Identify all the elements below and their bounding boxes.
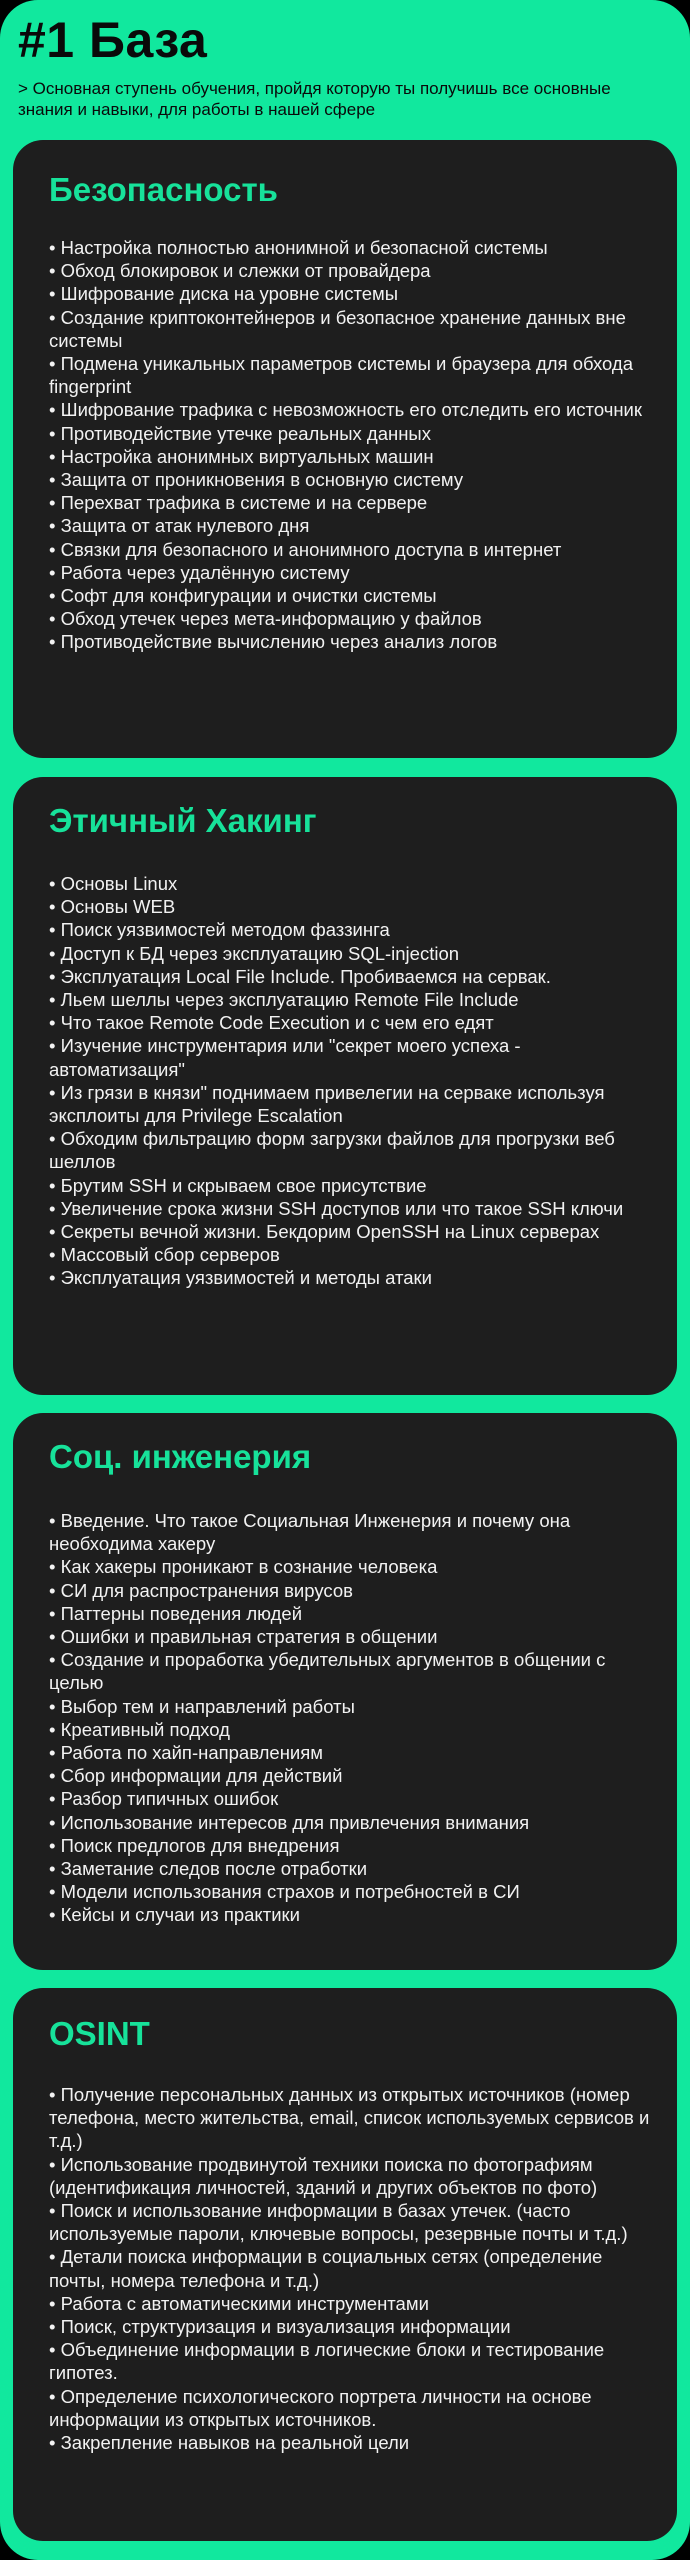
list-item: • Обходим фильтрацию форм загрузки файлов для прогрузки веб шеллов [49,1127,653,1173]
list-item: • Работа по хайп-направлениям [49,1741,653,1764]
list-item: • Изучение инструментария или "секрет моего успеха - автоматизация" [49,1034,653,1080]
section-social-engineering [13,1413,677,1970]
list-item: • Использование продвинутой техники поиска по фотографиям (идентификация личностей, зданий и других объектов по фото) [49,2153,653,2199]
list-item: • Кейсы и случаи из практики [49,1903,653,1926]
list-item: • Из грязи в князи" поднимаем привелегии на серваке используя эксплоиты для Privilege Escalation [49,1081,653,1127]
list-item: • Заметание следов после отработки [49,1857,653,1880]
list-item: • Секреты вечной жизни. Бекдорим OpenSSH на Linux серверах [49,1220,653,1243]
section-ethical-hacking [13,777,677,1395]
list-item: • Защита от атак нулевого дня [49,514,653,537]
list-item: • Основы Linux [49,872,653,895]
list-item: • Настройка анонимных виртуальных машин [49,445,653,468]
list-item: • Модели использования страхов и потребностей в СИ [49,1880,653,1903]
list-item: • Шифрование диска на уровне системы [49,282,653,305]
list-item: • Выбор тем и направлений работы [49,1695,653,1718]
list-item: • Детали поиска информации в социальных сетях (определение почты, номера телефона и т.д.) [49,2245,653,2291]
list-item: • Противодействие вычислению через анализ логов [49,630,653,653]
list-item: • Использование интересов для привлечения внимания [49,1811,653,1834]
section-title-ethical-hacking: Этичный Хакинг [49,802,317,839]
list-item: • Массовый сбор серверов [49,1243,653,1266]
list-item: • Шифрование трафика с невозможность его отследить его источник [49,398,653,421]
page-subtitle: > Основная ступень обучения, пройдя которую ты получишь все основные знания и навыки, для работы в нашей сфере [18,79,611,119]
list-item: • Поиск и использование информации в базах утечек. (часто используемые пароли, ключевые вопросы, резервные почты и т.д.) [49,2199,653,2245]
section-security [13,140,677,758]
list-item: • Создание и проработка убедительных аргументов в общении с целью [49,1648,653,1694]
list-item: • Ошибки и правильная стратегия в общении [49,1625,653,1648]
list-item: • Разбор типичных ошибок [49,1787,653,1810]
topic-list-osint [49,2083,653,2454]
list-item: • Брутим SSH и скрываем свое присутствие [49,1174,653,1197]
list-item: • Перехват трафика в системе и на сервере [49,491,653,514]
topic-list-social-engineering [49,1509,653,1927]
list-item: • Что такое Remote Code Execution и с чем его едят [49,1011,653,1034]
topic-list-ethical-hacking [49,872,653,1290]
list-item: • Паттерны поведения людей [49,1602,653,1625]
list-item: • Работа с автоматическими инструментами [49,2292,653,2315]
list-item: • Доступ к БД через эксплуатацию SQL-injection [49,942,653,965]
list-item: • Противодействие утечке реальных данных [49,422,653,445]
list-item: • Работа через удалённую систему [49,561,653,584]
list-item: • Создание криптоконтейнеров и безопасное хранение данных вне системы [49,306,653,352]
list-item: • Получение персональных данных из открытых источников (номер телефона, место жительства, email, список используемых сервисов и т.д.) [49,2083,653,2153]
list-item: • Обход утечек через мета-информацию у файлов [49,607,653,630]
list-item: • Подмена уникальных параметров системы и браузера для обхода fingerprint [49,352,653,398]
list-item: • Поиск уязвимостей методом фаззинга [49,918,653,941]
section-title-security: Безопасность [49,171,278,208]
list-item: • Креативный подход [49,1718,653,1741]
section-osint [13,1988,677,2541]
list-item: • Увеличение срока жизни SSH доступов или что такое SSH ключи [49,1197,653,1220]
list-item: • Эксплуатация уязвимостей и методы атаки [49,1266,653,1289]
list-item: • Как хакеры проникают в сознание человека [49,1555,653,1578]
list-item: • Софт для конфигурации и очистки системы [49,584,653,607]
list-item: • Льем шеллы через эксплуатацию Remote File Include [49,988,653,1011]
page-title: #1 База [18,12,208,68]
list-item: • Обход блокировок и слежки от провайдера [49,259,653,282]
list-item: • Сбор информации для действий [49,1764,653,1787]
list-item: • Основы WEB [49,895,653,918]
list-item: • Связки для безопасного и анонимного доступа в интернет [49,538,653,561]
section-title-social-engineering: Соц. инженерия [49,1438,312,1475]
list-item: • Поиск предлогов для внедрения [49,1834,653,1857]
list-item: • Введение. Что такое Социальная Инженерия и почему она необходима хакеру [49,1509,653,1555]
list-item: • Защита от проникновения в основную систему [49,468,653,491]
list-item: • Закрепление навыков на реальной цели [49,2431,653,2454]
list-item: • СИ для распространения вирусов [49,1579,653,1602]
section-title-osint: OSINT [49,2015,150,2052]
list-item: • Поиск, структуризация и визуализация информации [49,2315,653,2338]
list-item: • Определение психологического портрета личности на основе информации из открытых источников. [49,2385,653,2431]
list-item: • Настройка полностью анонимной и безопасной системы [49,236,653,259]
list-item: • Объединение информации в логические блоки и тестирование гипотез. [49,2338,653,2384]
list-item: • Эксплуатация Local File Include. Пробиваемся на сервак. [49,965,653,988]
topic-list-security [49,236,653,654]
